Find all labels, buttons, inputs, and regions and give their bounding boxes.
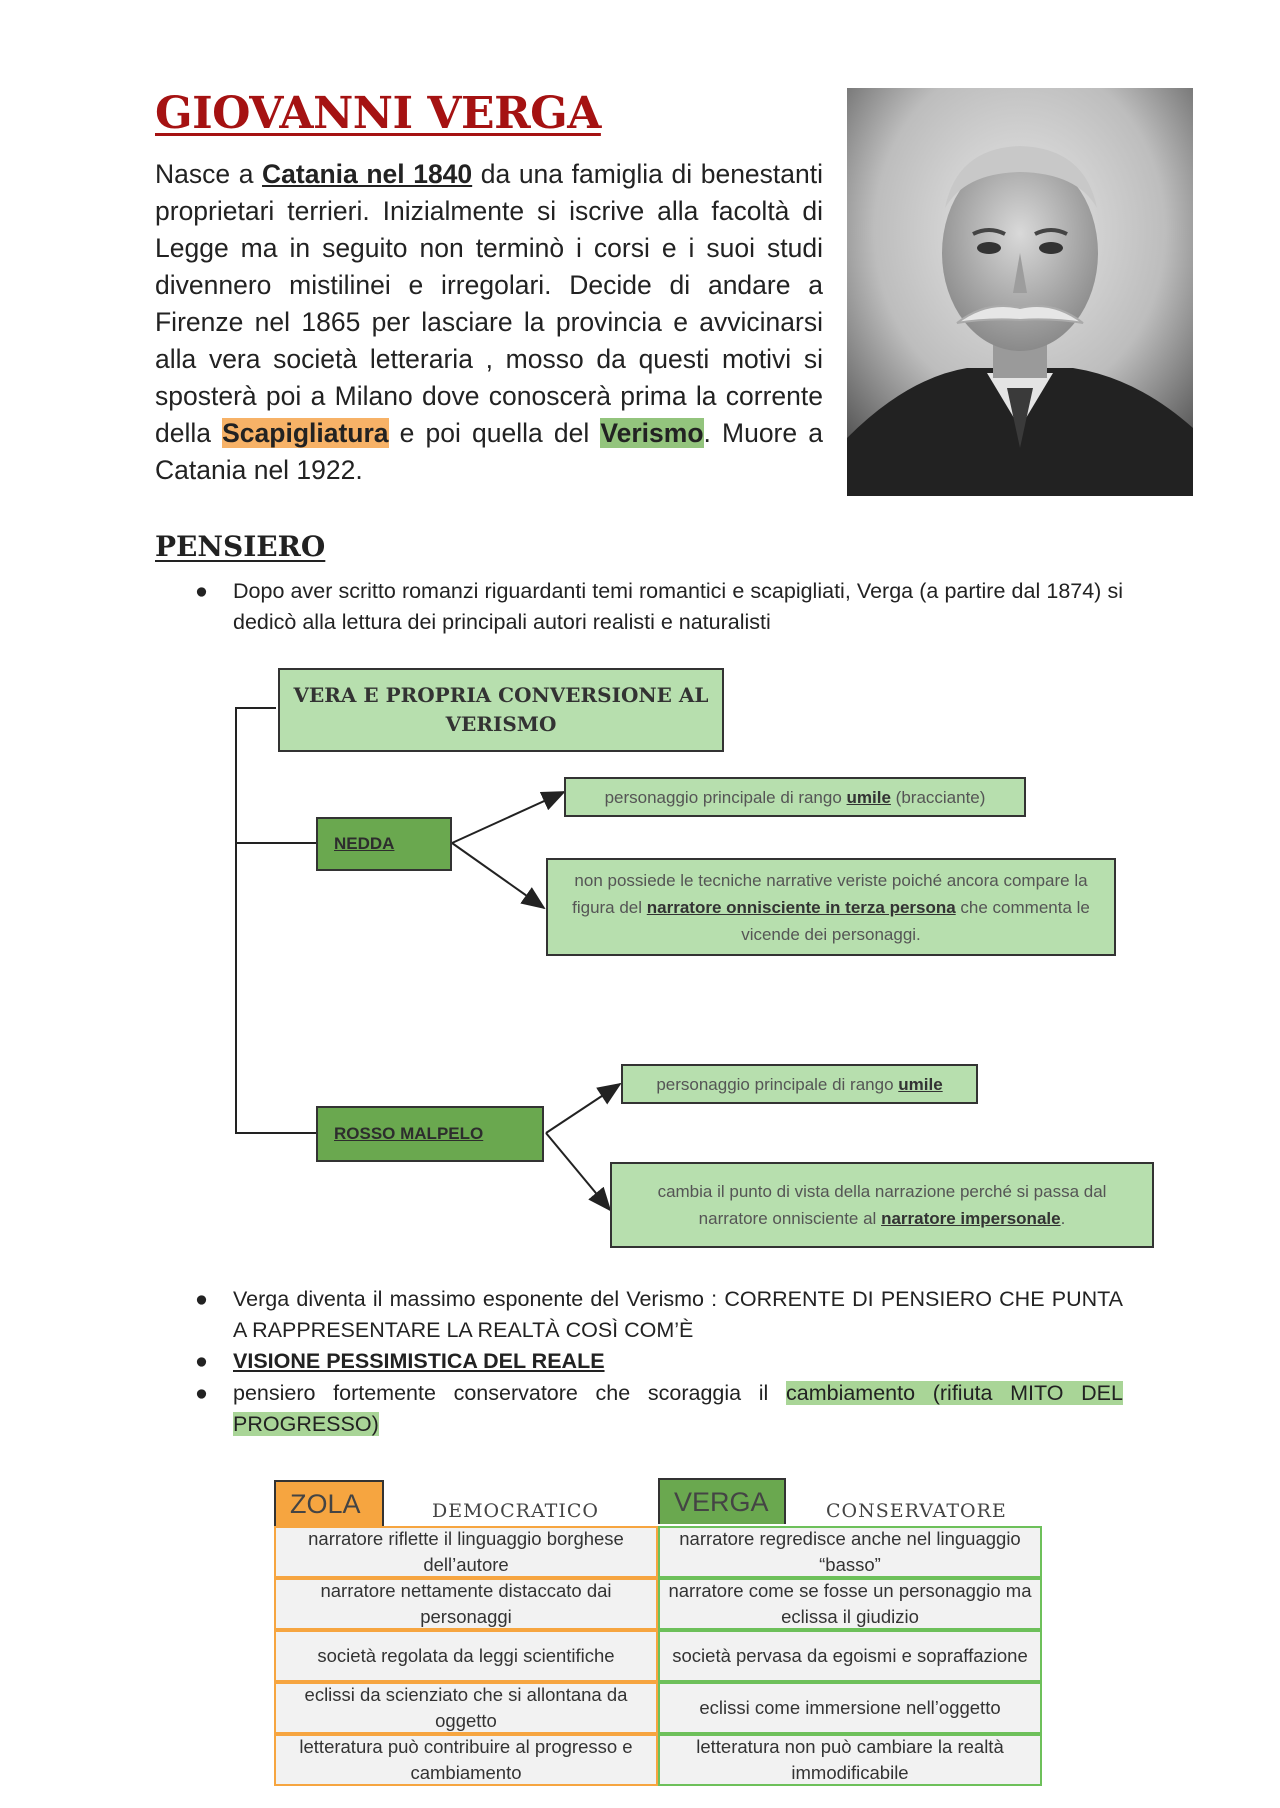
table-cell-verga: narratore come se fosse un personaggio ma eclissa il giudizio [658,1578,1042,1630]
bio-text-2: da una famiglia di benestanti proprietari terrieri. Inizialmente si iscrive alla facoltà di Legge ma in seguito non terminò i corsi e i suoi studi divennero mistilinei e irregolari. Decide di andare a Firenze nel 1865 per lasciare la provincia e avvicinarsi alla vera società letteraria , mosso da questi motivi si sposterà poi a Milano dove conoscerà prima la corrente della [155,159,824,448]
diagram-root-box: VERA E PROPRIA CONVERSIONE AL VERISMO [278,668,724,752]
table-cell-zola: società regolata da leggi scientifiche [274,1630,658,1682]
birth-place-year: Catania nel 1840 [262,159,473,189]
bio-text-3: e poi quella del [388,418,601,448]
page-title: GIOVANNI VERGA [155,88,601,139]
table-cell-verga: società pervasa da egoismi e sopraffazione [658,1630,1042,1682]
table-cell-verga: eclissi come immersione nell’oggetto [658,1682,1042,1734]
bullet-dot-icon: ● [195,1287,208,1311]
bullet-dot-icon: ● [195,1349,208,1373]
scapigliatura-highlight: Scapigliatura [222,418,389,448]
verga-header: VERGA [658,1478,786,1524]
rosso-malpelo-node: ROSSO MALPELO [316,1106,544,1162]
section-heading-pensiero: PENSIERO [155,530,326,563]
table-cell-zola: narratore nettamente distaccato dai personaggi [274,1578,658,1630]
nedda-leaf-1: personaggio principale di rango umile (bracciante) [564,777,1026,817]
malpelo-leaf-2: cambia il punto di vista della narrazione perché si passa dal narratore onnisciente al narratore impersonale. [610,1162,1154,1248]
zola-header: ZOLA [274,1480,384,1526]
bullet-dot-icon: ● [195,579,208,603]
table-cell-zola: narratore riflette il linguaggio borghese dell’autore [274,1526,658,1578]
bullet-text: Dopo aver scritto romanzi riguardanti temi romantici e scapigliati, Verga (a partire dal 1874) si dedicò alla lettura dei principali autori realisti e naturalisti [233,579,1123,634]
nedda-node: NEDDA [316,817,452,871]
table-cell-verga: letteratura non può cambiare la realtà immodificabile [658,1734,1042,1786]
table-cell-zola: letteratura può contribuire al progresso e cambiamento [274,1734,658,1786]
bullet-text: Verga diventa il massimo esponente del Verismo : CORRENTE DI PENSIERO CHE PUNTA A RAPPRESENTARE LA REALTÀ COSÌ COM’È [233,1287,1123,1342]
verga-tag: CONSERVATORE [826,1500,1007,1522]
table-cell-zola: eclissi da scienziato che si allontana da oggetto [274,1682,658,1734]
verismo-highlight: Verismo [600,418,704,448]
table-cell-verga: narratore regredisce anche nel linguaggio “basso” [658,1526,1042,1578]
malpelo-leaf-1: personaggio principale di rango umile [621,1064,978,1104]
bio-text-1: Nasce a [155,159,263,189]
bullet-dot-icon: ● [195,1381,208,1405]
bio-text-4: . Muore a Catania nel 1922. [155,418,823,485]
zola-tag: DEMOCRATICO [432,1500,599,1522]
bullet-text: pensiero fortemente conservatore che scoraggia il cambiamento (rifiuta MITO DEL PROGRESSO) [233,1381,1123,1436]
nedda-leaf-2: non possiede le tecniche narrative veriste poiché ancora compare la figura del narratore onnisciente in terza persona che commenta le vicende dei personaggi. [546,858,1116,956]
bullet-text: VISIONE PESSIMISTICA DEL REALE [233,1349,605,1373]
